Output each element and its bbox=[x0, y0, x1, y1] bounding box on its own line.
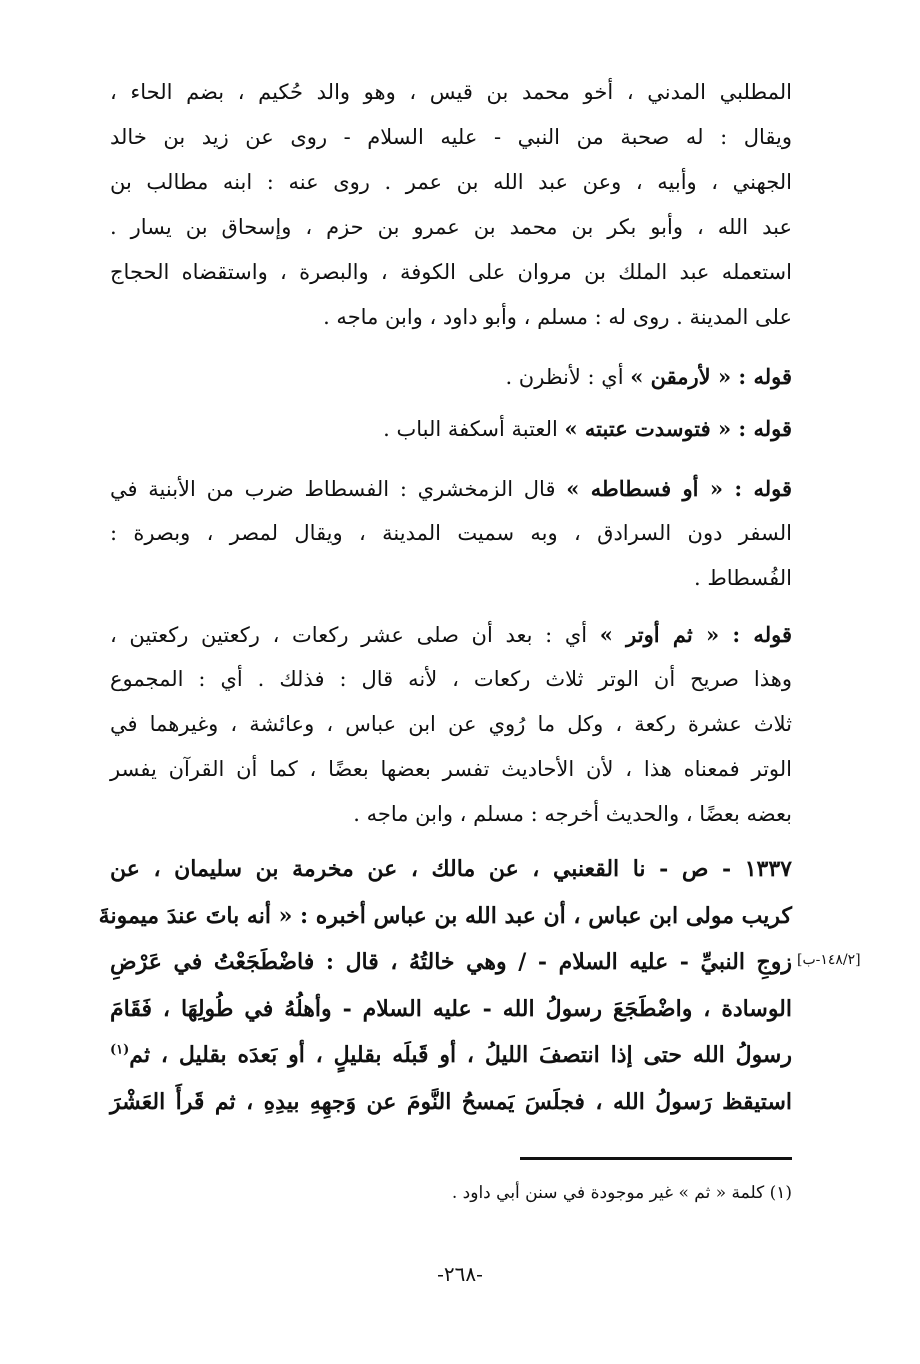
commentary-keyword: قوله : « ثم أوتر » bbox=[599, 622, 792, 647]
text-line bbox=[110, 406, 792, 451]
hadith-line: استيقظ رَسولُ الله ، فجلَسَ يَمسحُ النَّومَ عن وَجهِهِ بيدِهِ ، ثم قَرأَ العَشْرَ bbox=[110, 1088, 792, 1115]
paragraph-narrator-bio bbox=[110, 70, 792, 340]
text-line: ثلاث عشرة ركعة ، وكل ما رُوي عن ابن عباس ، وعائشة ، وغيرهما في bbox=[110, 712, 792, 736]
hadith-1337 bbox=[98, 846, 792, 1125]
text-line: على المدينة . روى له : مسلم ، وأبو داود ، وابن ماجه . bbox=[323, 305, 792, 329]
hadith-line: الوسادة ، واضْطَجَعَ رسولُ الله - عليه السلام - وأهلُهُ في طُولِهَا ، فَقَامَ bbox=[110, 995, 792, 1022]
hadith-line: زوجِ النبيِّ - عليه السلام - / وهي خالتُهُ ، قال : فاضْطَجَعْتُ في عَرْضِ bbox=[110, 949, 792, 975]
hadith-line-text: رسولُ الله حتى إذا انتصفَ الليلُ ، أو قَبلَه بقليلٍ ، أو بَعدَه بقليل ، ثم bbox=[129, 1042, 792, 1068]
commentary-keyword: قوله : « أو فسطاطه » bbox=[566, 476, 792, 501]
text-line: السفر دون السرادق ، وبه سميت المدينة ، ويقال لمصر ، وبصرة : bbox=[110, 521, 792, 545]
commentary-text: أي : لأنظرن . bbox=[505, 365, 631, 389]
page-number: -٢٦٨- bbox=[437, 1262, 483, 1286]
footnote: (١) كلمة « ثم » غير موجودة في سنن أبي داود . bbox=[451, 1183, 792, 1203]
text-line: وهذا صريح أن الوتر ثلاث ركعات ، لأنه قال : فذلك . أي : المجموع bbox=[110, 667, 792, 691]
text-line: ويقال : له صحبة من النبي - عليه السلام - روى عن زيد بن خالد bbox=[110, 125, 792, 149]
text-line: الفُسطاط . bbox=[694, 566, 792, 590]
text-line: الجهني ، وأبيه ، وعن عبد الله بن عمر . روى عنه : ابنه مطالب بن bbox=[110, 170, 792, 194]
text-line bbox=[110, 612, 792, 657]
text-line: الوتر فمعناه هذا ، لأن الأحاديث تفسر بعضها بعضًا ، كما أن القرآن يفسر bbox=[110, 757, 792, 781]
hadith-line bbox=[110, 1032, 792, 1079]
footnote-marker: (١) bbox=[110, 1042, 130, 1058]
manuscript-folio-reference: [١٤٨/٢-ب] bbox=[797, 952, 861, 968]
text-line: عبد الله ، وأبو بكر بن محمد بن عمرو بن حزم ، وإسحاق بن يسار . bbox=[110, 215, 792, 239]
paragraph-thumma-awtara bbox=[110, 612, 792, 837]
text-line: المطلبي المدني ، أخو محمد بن قيس ، وهو والد حُكيم ، بضم الحاء ، bbox=[110, 80, 792, 104]
hadith-line: كريب مولى ابن عباس ، أن عبد الله بن عباس أخبره : « أنه باتَ عندَ ميمونةَ bbox=[98, 902, 792, 929]
text-line bbox=[110, 466, 792, 511]
paragraph-fustat bbox=[110, 466, 792, 601]
text-line: استعمله عبد الملك بن مروان على الكوفة ، والبصرة ، واستقضاه الحجاج bbox=[110, 260, 792, 284]
text-line: بعضه بعضًا ، والحديث أخرجه : مسلم ، وابن ماجه . bbox=[353, 802, 792, 826]
commentary-text: العتبة أسكفة الباب . bbox=[383, 417, 565, 441]
paragraph-fatawassadtu bbox=[110, 406, 792, 451]
commentary-keyword: قوله : « فتوسدت عتبته » bbox=[564, 416, 792, 441]
commentary-text: أي : بعد أن صلى عشر ركعات ، ركعتين ركعتين ، bbox=[110, 623, 600, 647]
text-line bbox=[110, 354, 792, 399]
paragraph-la-armuqanna bbox=[110, 354, 792, 399]
commentary-keyword: قوله : « لأرمقن » bbox=[630, 364, 792, 389]
commentary-text: قال الزمخشري : الفسطاط ضرب من الأبنية في bbox=[110, 477, 567, 501]
hadith-line: ١٣٣٧ - ص - نا القعنبي ، عن مالك ، عن مخرمة بن سليمان ، عن bbox=[110, 856, 792, 882]
footnote-divider bbox=[520, 1157, 792, 1160]
